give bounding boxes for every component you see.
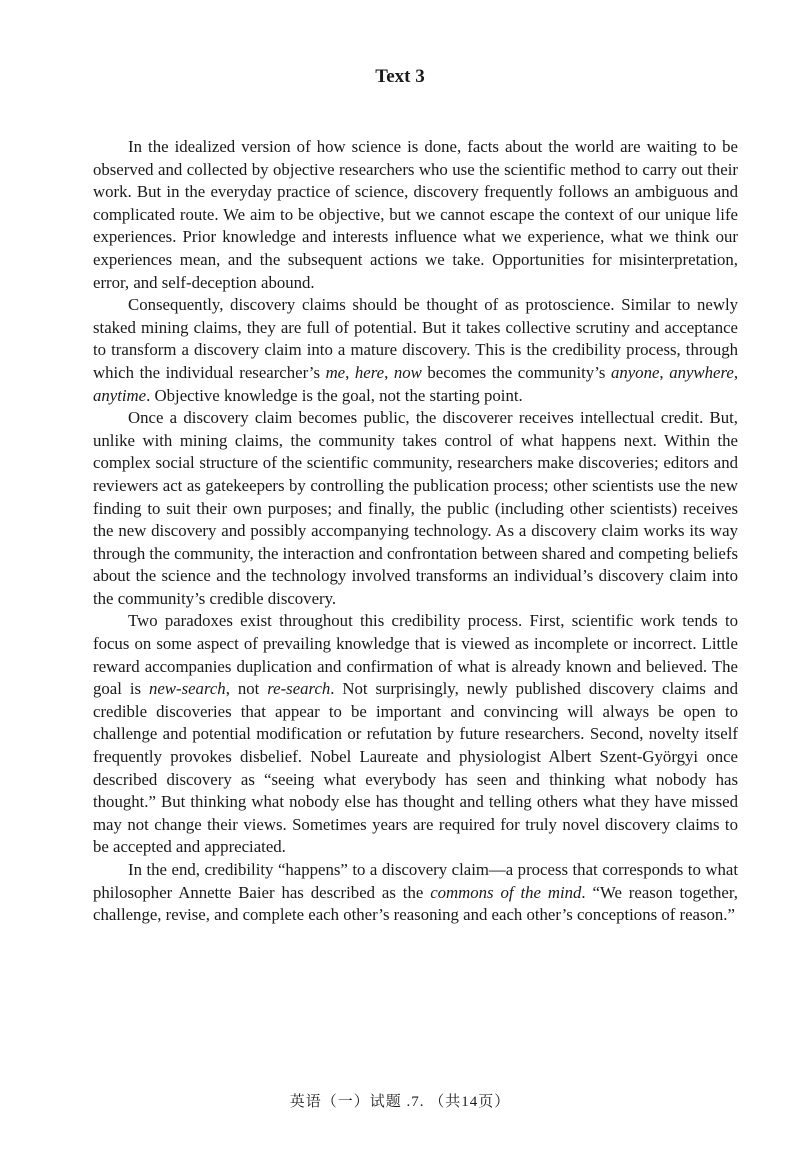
paragraph-2-text: , [659,362,670,382]
paragraph-4-text: . Not surprisingly, newly published discovery claims and credible discoveries that appear to be important and convincing will always be open to challenge and potential modification or refutation by future researchers. Second, novelty itself frequently provokes disbelief. Nobel Laureate and physiologist Albert Szent-Györgyi once described discovery as “seeing what everybody has seen and thinking what nobody has thought.” But thinking what nobody else has thought and telling others what they have missed may not change their views. Sometimes years are required for truly novel discovery claims to be accepted and appreciated. [93,679,739,857]
italic-term-re-search: re-search [267,679,331,699]
paragraph-3-text: Once a discovery claim becomes public, the discoverer receives intellectual credit. But, unlike with mining claims, the community takes control of what happens next. Within the complex social structure of the scientific community, researchers make discoveries; editors and reviewers act as gatekeepers by controlling the publication process; other scientists use the new finding to suit their own purposes; and finally, the public (including other scientists) receives the new discovery and possibly accompanying technology. As a discovery claim works its way through the community, the interaction and confrontation between shared and competing beliefs about the science and the technology involved transforms an individual’s discovery claim into the community’s credible discovery. [93,408,738,608]
italic-term-new-search: new-search [148,679,226,699]
italic-term-me: me [325,362,346,382]
paragraph-2-text: , [345,362,355,382]
paragraph-5-text: In the end, credibility “happens” to a discovery claim—a process that corresponds to what philosopher Annette Baier has described as the [93,860,738,902]
italic-term-commons-of-the-mind: commons of the mind [430,882,582,902]
passage-body [93,136,738,927]
paragraph-1-text: In the idealized version of how science is done, facts about the world are waiting to be observed and collected by objective researchers who use the scientific method to carry out their work. But in the everyday practice of science, discovery frequently follows an ambiguous and complicated route. We aim to be objective, but we cannot escape the context of our unique life experiences. Prior knowledge and interests influence what we experience, what we think our experiences mean, and the subsequent actions we take. Opportunities for misinterpretation, error, and self-deception abound. [93,137,738,292]
paragraph-2-text: . Objective knowledge is the goal, not the starting point. [146,385,523,405]
paragraph-3 [93,407,738,610]
paragraph-4-text: Two paradoxes exist throughout this credibility process. First, scientific work tends to focus on some aspect of prevailing knowledge that is viewed as incomplete or incorrect. Little reward accompanies duplication and confirmation of what is already known and believed. The goal is [93,611,738,699]
paragraph-2-text: , [384,362,394,382]
section-title: Text 3 [375,66,425,87]
paragraph-4 [93,610,738,859]
paragraph-5-text: . “We reason together, challenge, revise, and complete each other’s reasoning and each other’s conceptions of reason.” [93,882,738,925]
paragraph-2-text: , [733,362,739,382]
paragraph-2 [93,294,738,407]
page-footer: 英语（一）试题 .7. （共14页） [289,1094,511,1110]
paragraph-4-text: , not [225,679,268,699]
paragraph-2-text: Consequently, discovery claims should be thought of as protoscience. Similar to newly staked mining claims, they are full of potential. But it takes collective scrutiny and acceptance to transform a discovery claim into a mature discovery. This is the credibility process, through which the individual researcher’s [93,295,738,382]
italic-term-here: here [354,362,385,382]
paragraph-2-text: becomes the community’s [421,362,611,382]
italic-term-anywhere: anywhere [669,362,734,382]
paragraph-1 [93,136,738,294]
italic-term-anyone: anyone [610,362,660,382]
italic-term-anytime: anytime [93,385,147,405]
italic-term-now: now [393,362,422,382]
paragraph-5 [93,859,738,927]
